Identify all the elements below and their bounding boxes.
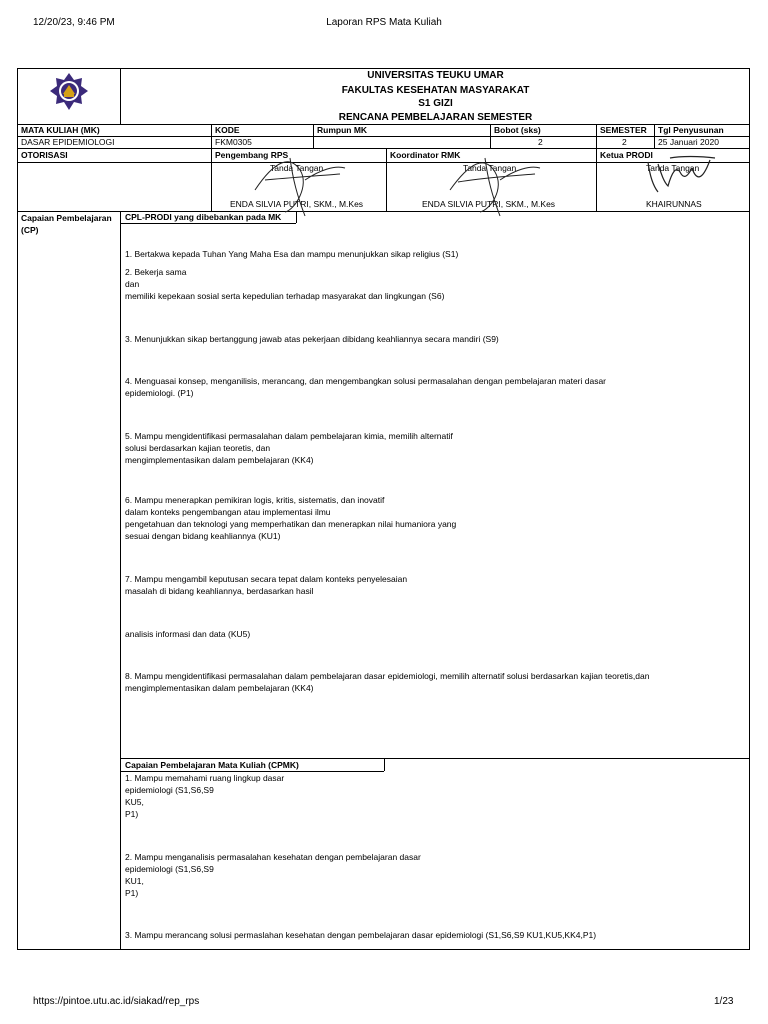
text-line: dan [125, 279, 140, 289]
cp-label-line1: Capaian Pembelajaran [21, 213, 112, 223]
signature-pengembang [245, 150, 355, 220]
cpmk-header: Capaian Pembelajaran Mata Kuliah (CPMK) [125, 760, 299, 770]
university-seal-icon [48, 72, 90, 112]
text-line: analisis informasi dan data (KU5) [125, 629, 251, 639]
print-page-title: Laporan RPS Mata Kuliah [326, 17, 442, 28]
ketua-name: KHAIRUNNAS [646, 199, 702, 209]
tgl-label: Tgl Penyusunan [658, 125, 724, 135]
koordinator-name: ENDA SILVIA PUTRI, SKM., M.Kes [422, 199, 556, 209]
signature-ketua [640, 152, 720, 197]
text-line: mengimplementasikan dalam pembelajaran (KK4) [125, 683, 314, 693]
cpl-item-2 [125, 266, 725, 302]
text-line: 5. Mampu mengidentifikasi permasalahan dalam pembelajaran kimia, memilih alternatif [125, 431, 453, 441]
text-line: 8. Mampu mengidentifikasi permasalahan dalam pembelajaran dasar epidemiologi, memilih alternatif solusi berdasarkan kajian teoretis,dan [125, 671, 650, 681]
cp-label-line2: (CP) [21, 225, 39, 235]
text-line: mengimplementasikan dalam pembelajaran (KK4) [125, 455, 314, 465]
text-line: 1. Mampu memahami ruang lingkup dasar [125, 773, 285, 783]
text-line: 2. Mampu menganalisis permasalahan kesehatan dengan pembelajaran dasar [125, 852, 421, 862]
text-line: 7. Mampu mengambil keputusan secara tepat dalam konteks penyelesaian [125, 574, 408, 584]
cpmk-item-1 [125, 772, 725, 820]
ketua-label: Ketua PRODI [600, 150, 653, 160]
text-line: epidemiologi (S1,S6,S9 [125, 864, 214, 874]
bobot-label: Bobot (sks) [494, 125, 541, 135]
text-line: epidemiologi. (P1) [125, 388, 194, 398]
rumpun-label: Rumpun MK [317, 125, 368, 135]
koordinator-ttd-label: Tanda Tangan [463, 163, 517, 173]
semester-label: SEMESTER [600, 125, 647, 135]
cpl-item-6 [125, 494, 725, 542]
text-line: 2. Bekerja sama [125, 267, 187, 277]
otorisasi-label: OTORISASI [21, 150, 68, 160]
cpl-prodi-header: CPL-PRODI yang dibebankan pada MK [125, 212, 282, 222]
text-line: memiliki kepekaan sosial serta kepedulian terhadap masyarakat dan lingkungan (S6) [125, 291, 445, 301]
cpl-item-5 [125, 430, 725, 466]
print-page-number: 1/23 [714, 996, 734, 1007]
text-line: dalam konteks pengembangan atau implementasi ilmu [125, 507, 331, 517]
text-line: pengetahuan dan teknologi yang memperhatikan dan menerapkan nilai humaniora yang [125, 519, 457, 529]
text-line: 4. Menguasai konsep, menganilisis, merancang, dan mengembangkan solusi permasalahan dengan pembelajaran materi dasar [125, 376, 607, 386]
cpl-item-3 [125, 333, 725, 345]
text-line: solusi berdasarkan kajian teoretis, dan [125, 443, 271, 453]
text-line: 6. Mampu menerapkan pemikiran logis, kritis, sistematis, dan inovatif [125, 495, 385, 505]
handwritten-signature-icon [245, 150, 355, 220]
text-line: epidemiologi (S1,S6,S9 [125, 785, 214, 795]
semester-value: 2 [622, 137, 627, 147]
kode-value: FKM0305 [215, 137, 252, 147]
print-url[interactable]: https://pintoe.utu.ac.id/siakad/rep_rps [33, 996, 200, 1007]
text-line: KU1, [125, 876, 144, 886]
handwritten-signature-icon [640, 152, 720, 197]
text-line: KU5, [125, 797, 144, 807]
mk-label: MATA KULIAH (MK) [21, 125, 100, 135]
ketua-ttd-label: Tanda Tangan [646, 163, 700, 173]
text-line: P1) [125, 809, 139, 819]
cpmk-item-2 [125, 851, 725, 899]
cpl-item-1 [125, 248, 725, 260]
signature-koordinator [440, 150, 550, 220]
mk-value: DASAR EPIDEMIOLOGI [21, 137, 115, 147]
university-logo [48, 72, 90, 112]
koordinator-label: Koordinator RMK [390, 150, 461, 160]
text-line: 3. Menunjukkan sikap bertanggung jawab atas pekerjaan dibidang keahliannya secara mandiri (S9) [125, 334, 499, 344]
bobot-value: 2 [538, 137, 543, 147]
university-name: UNIVERSITAS TEUKU UMAR [367, 70, 504, 81]
cpl-item-7-continued [125, 628, 725, 640]
text-line: 3. Mampu merancang solusi permaslahan kesehatan dengan pembelajaran dasar epidemiologi (S1,S6,S9 KU1,KU5,KK4,P1) [125, 930, 597, 940]
pengembang-ttd-label: Tanda Tangan [270, 163, 324, 173]
program-name: S1 GIZI [418, 98, 453, 109]
print-datetime: 12/20/23, 9:46 PM [33, 17, 115, 28]
kode-label: KODE [215, 125, 240, 135]
text-line: P1) [125, 888, 139, 898]
cpl-item-7 [125, 573, 725, 597]
cpl-item-8 [125, 670, 725, 694]
faculty-name: FAKULTAS KESEHATAN MASYARAKAT [341, 85, 530, 96]
text-line: 1. Bertakwa kepada Tuhan Yang Maha Esa dan mampu menunjukkan sikap religius (S1) [125, 249, 459, 259]
cpmk-item-3 [125, 929, 725, 941]
pengembang-name: ENDA SILVIA PUTRI, SKM., M.Kes [230, 199, 364, 209]
pengembang-label: Pengembang RPS [215, 150, 289, 160]
document-title: RENCANA PEMBELAJARAN SEMESTER [338, 112, 533, 123]
handwritten-signature-icon [440, 150, 550, 220]
cpl-item-4 [125, 375, 725, 399]
tgl-value: 25 Januari 2020 [658, 137, 719, 147]
text-line: sesuai dengan bidang keahliannya (KU1) [125, 531, 281, 541]
text-line: masalah di bidang keahliannya, berdasarkan hasil [125, 586, 314, 596]
